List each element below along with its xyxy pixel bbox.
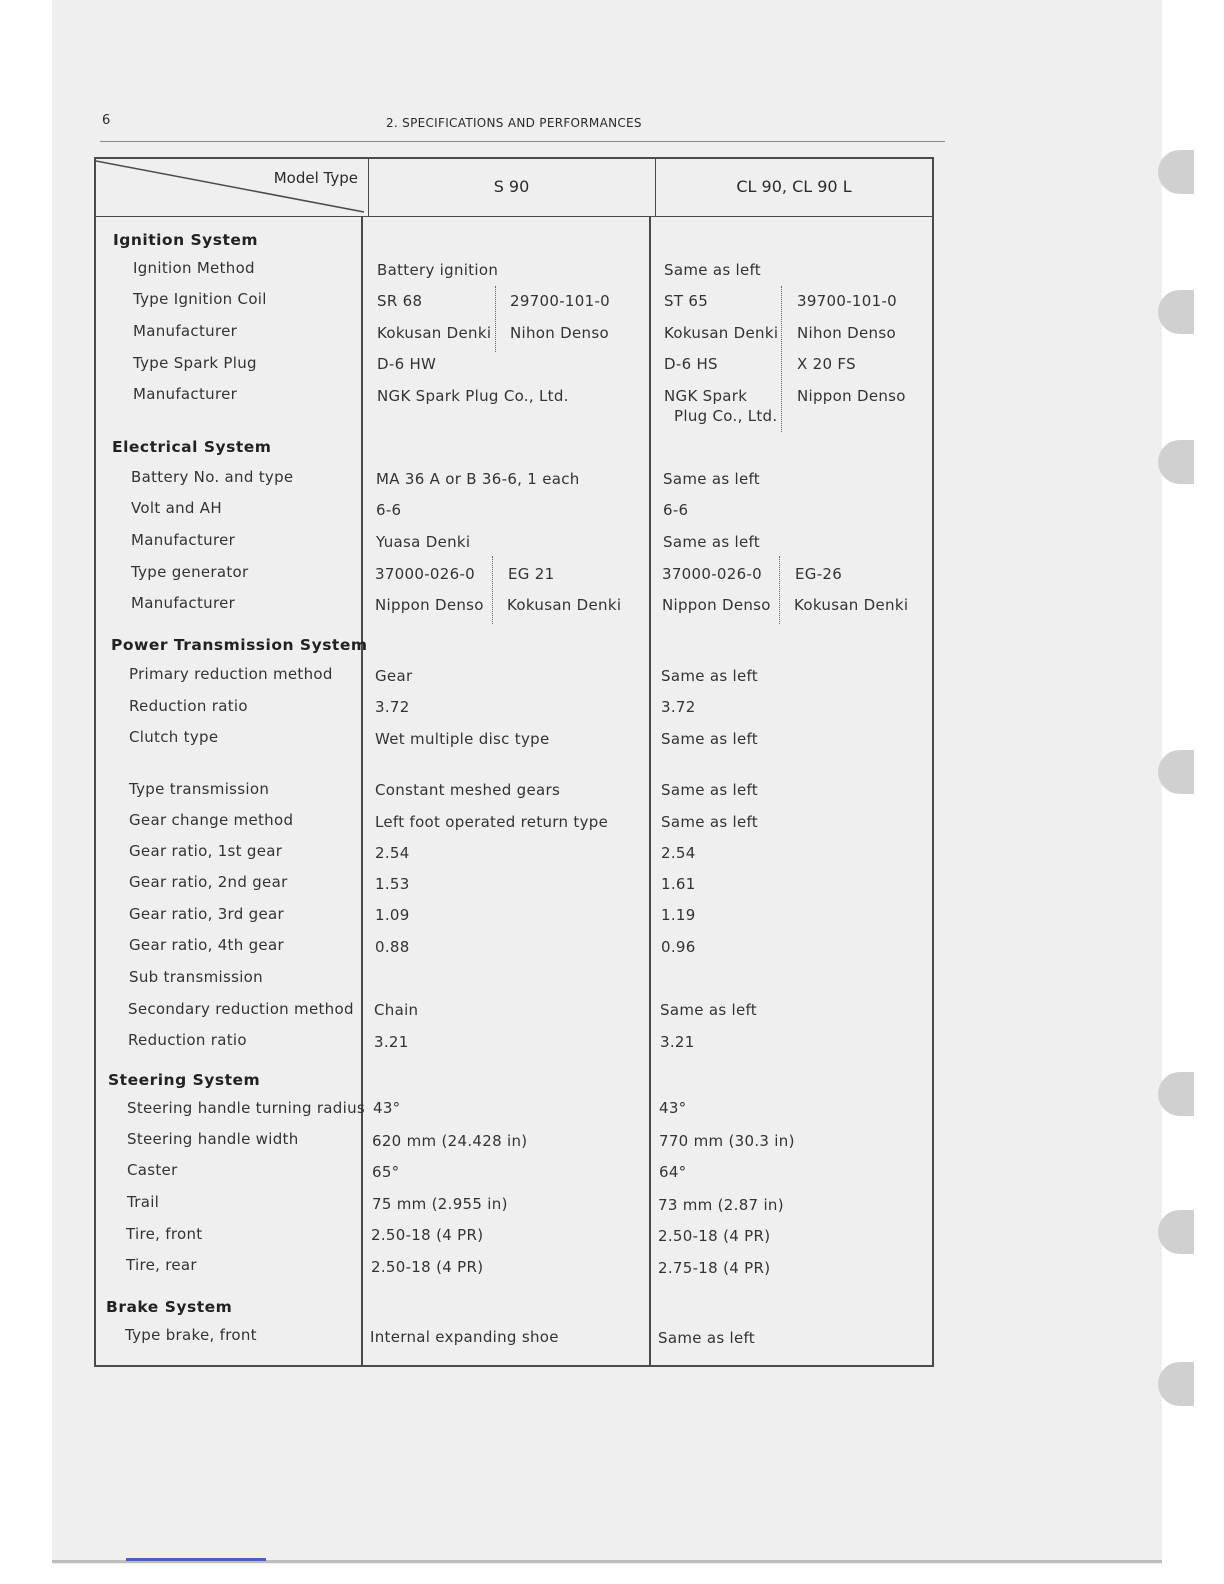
value-s90: 1.09	[375, 906, 410, 924]
value-s90-a: Nippon Denso	[375, 596, 484, 614]
running-head: 2. SPECIFICATIONS AND PERFORMANCES	[386, 116, 642, 130]
value-cl90: 64°	[659, 1163, 687, 1181]
section-title: Brake System	[106, 1298, 233, 1316]
value-cl90: 0.96	[661, 938, 696, 956]
value-cl90-a: Kokusan Denki	[664, 324, 779, 342]
value-s90: Gear	[375, 667, 413, 685]
value-s90: 43°	[373, 1099, 401, 1117]
value-s90-b: Nihon Denso	[510, 324, 609, 342]
value-s90: 1.53	[375, 875, 410, 893]
value-s90: 2.50-18 (4 PR)	[371, 1226, 484, 1244]
value-cl90: 73 mm (2.87 in)	[658, 1196, 784, 1214]
value-s90: 75 mm (2.955 in)	[372, 1195, 508, 1213]
row-label: Reduction ratio	[129, 697, 248, 715]
value-cl90: 3.72	[661, 698, 696, 716]
value-cl90-b: EG-26	[795, 565, 843, 583]
row-label: Gear change method	[129, 811, 294, 829]
row-label: Type transmission	[129, 780, 270, 798]
sub-column-divider	[492, 556, 493, 624]
row-label: Caster	[127, 1161, 178, 1179]
row-label: Steering handle turning radius	[127, 1099, 366, 1117]
row-label: Battery No. and type	[131, 468, 294, 486]
value-s90: Chain	[374, 1001, 419, 1019]
row-label: Gear ratio, 4th gear	[129, 936, 284, 954]
value-cl90: 1.61	[661, 875, 696, 893]
value-s90: 65°	[372, 1163, 400, 1181]
row-label: Tire, rear	[126, 1256, 197, 1274]
value-s90: Constant meshed gears	[375, 781, 561, 799]
value-s90: Wet multiple disc type	[375, 730, 550, 748]
value-cl90-a: Nippon Denso	[662, 596, 771, 614]
value-s90: 3.72	[375, 698, 410, 716]
scan-mark	[126, 1558, 266, 1561]
row-label: Primary reduction method	[129, 665, 333, 683]
row-label: Type Spark Plug	[133, 354, 257, 372]
value-cl90: Same as left	[658, 1329, 755, 1347]
value-cl90: 1.19	[661, 906, 696, 924]
value-cl90-a: NGK Spark	[664, 387, 748, 405]
row-label: Manufacturer	[133, 385, 238, 403]
value-s90-a: 37000-026-0	[375, 565, 476, 583]
value-cl90-b: Kokusan Denki	[794, 596, 909, 614]
value-s90: NGK Spark Plug Co., Ltd.	[377, 387, 569, 405]
sub-column-divider	[779, 556, 780, 624]
value-s90: 620 mm (24.428 in)	[372, 1132, 528, 1150]
value-s90: MA 36 A or B 36-6, 1 each	[376, 470, 580, 488]
row-label: Steering handle width	[127, 1130, 299, 1148]
value-s90: 2.54	[375, 844, 410, 862]
value-s90-b: Kokusan Denki	[507, 596, 622, 614]
value-cl90-a-cont: Plug Co., Ltd.	[674, 407, 778, 425]
row-label: Clutch type	[129, 728, 219, 746]
section-title: Power Transmission System	[111, 636, 368, 654]
value-s90-b: EG 21	[508, 565, 555, 583]
row-label: Manufacturer	[131, 594, 236, 612]
row-label: Secondary reduction method	[128, 1000, 354, 1018]
column-title-cl90: CL 90, CL 90 L	[736, 177, 852, 196]
value-s90: 0.88	[375, 938, 410, 956]
row-label: Reduction ratio	[128, 1031, 247, 1049]
header-cl90	[655, 159, 933, 216]
value-cl90: 2.54	[661, 844, 696, 862]
value-cl90: Same as left	[663, 533, 760, 551]
binder-hole	[1158, 1210, 1194, 1254]
value-cl90-b: Nihon Denso	[797, 324, 896, 342]
section-title: Ignition System	[113, 231, 259, 249]
value-cl90: Same as left	[660, 1001, 757, 1019]
value-s90: Internal expanding shoe	[370, 1328, 559, 1346]
header-rule	[100, 141, 945, 142]
row-label: Manufacturer	[131, 531, 236, 549]
binder-hole	[1158, 1362, 1194, 1406]
value-cl90: Same as left	[661, 781, 758, 799]
value-s90-a: Kokusan Denki	[377, 324, 492, 342]
diagonal-line	[96, 159, 368, 216]
section-title: Steering System	[108, 1071, 261, 1089]
table-header	[96, 159, 932, 217]
page-number: 6	[102, 113, 111, 128]
section-title: Electrical System	[112, 438, 272, 456]
row-label: Gear ratio, 2nd gear	[129, 873, 288, 891]
row-label: Type generator	[131, 563, 249, 581]
value-cl90: 43°	[659, 1099, 687, 1117]
value-cl90: 770 mm (30.3 in)	[659, 1132, 795, 1150]
row-label: Type Ignition Coil	[133, 290, 267, 308]
column-title-s90: S 90	[493, 177, 530, 196]
value-s90: Yuasa Denki	[376, 533, 471, 551]
row-label: Sub transmission	[129, 968, 263, 986]
value-cl90-a: ST 65	[664, 292, 709, 310]
sub-column-divider	[495, 286, 496, 352]
column-divider	[361, 216, 363, 1366]
value-cl90-b: X 20 FS	[797, 355, 856, 373]
row-label: Type brake, front	[125, 1326, 257, 1344]
value-cl90-b: Nippon Denso	[797, 387, 906, 405]
value-cl90: Same as left	[661, 730, 758, 748]
value-cl90: Same as left	[664, 261, 761, 279]
row-label: Manufacturer	[133, 322, 238, 340]
row-label: Gear ratio, 3rd gear	[129, 905, 284, 923]
value-cl90: 2.50-18 (4 PR)	[658, 1227, 771, 1245]
column-divider	[649, 216, 651, 1366]
value-cl90: 3.21	[660, 1033, 695, 1051]
value-cl90-b: 39700-101-0	[797, 292, 898, 310]
value-s90-a: SR 68	[377, 292, 423, 310]
binder-hole	[1158, 1072, 1194, 1116]
value-s90: Battery ignition	[377, 261, 499, 279]
value-cl90: Same as left	[661, 667, 758, 685]
binder-hole	[1158, 750, 1194, 794]
value-cl90-a: 37000-026-0	[662, 565, 763, 583]
value-cl90: Same as left	[663, 470, 760, 488]
value-s90-b: 29700-101-0	[510, 292, 611, 310]
binder-hole	[1158, 440, 1194, 484]
value-cl90: Same as left	[661, 813, 758, 831]
value-cl90-a: D-6 HS	[664, 355, 718, 373]
model-type-label: Model Type	[273, 169, 358, 187]
row-label: Trail	[127, 1193, 160, 1211]
value-s90: D-6 HW	[377, 355, 437, 373]
binder-hole	[1158, 290, 1194, 334]
row-label: Tire, front	[126, 1225, 203, 1243]
row-label: Gear ratio, 1st gear	[129, 842, 283, 860]
row-label: Volt and AH	[131, 499, 222, 517]
header-corner-cell	[96, 159, 369, 216]
value-cl90: 6-6	[663, 501, 689, 519]
value-s90: Left foot operated return type	[375, 813, 609, 831]
row-label: Ignition Method	[133, 259, 255, 277]
value-s90: 2.50-18 (4 PR)	[371, 1258, 484, 1276]
header-s90	[368, 159, 656, 216]
value-cl90: 2.75-18 (4 PR)	[658, 1259, 771, 1277]
sub-column-divider	[781, 286, 782, 432]
binder-hole	[1158, 150, 1194, 194]
value-s90: 6-6	[376, 501, 402, 519]
value-s90: 3.21	[374, 1033, 409, 1051]
